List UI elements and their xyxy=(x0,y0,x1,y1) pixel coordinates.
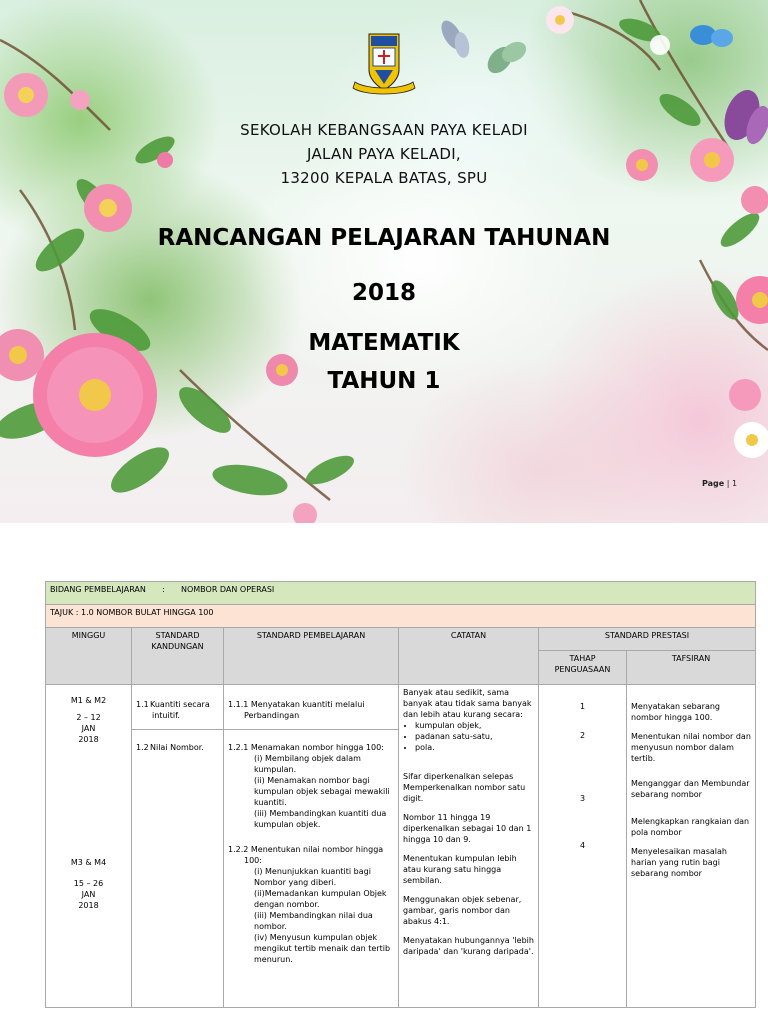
header-catatan: CATATAN xyxy=(399,628,539,685)
sk-cell-1: 1.1Kuantiti secara intuitif. xyxy=(132,685,224,730)
tajuk-text: TAJUK : 1.0 NOMBOR BULAT HINGGA 100 xyxy=(46,605,756,628)
school-address-line: JALAN PAYA KELADI, xyxy=(306,145,461,163)
document-title: RANCANGAN PELAJARAN TAHUNAN xyxy=(157,225,611,251)
tahap-4: 4 xyxy=(579,841,586,850)
table-row xyxy=(46,685,756,730)
sp-cell-1: 1.1.1 Menyatakan kuantiti melalui Perbandingan xyxy=(224,685,399,730)
header-tahap-penguasaan: TAHAP PENGUASAAN xyxy=(539,651,627,685)
school-name-line: SEKOLAH KEBANGSAAN PAYA KELADI xyxy=(240,121,528,139)
bidang-row: BIDANG PEMBELAJARAN : NOMBOR DAN OPERASI xyxy=(46,582,756,605)
tahap-2: 2 xyxy=(579,731,586,740)
page-number: Page | 1 xyxy=(702,479,738,488)
bidang-value: NOMBOR DAN OPERASI xyxy=(180,585,275,594)
grade-title: TAHUN 1 xyxy=(327,368,441,394)
tahap-3: 3 xyxy=(579,794,586,803)
bidang-label: BIDANG PEMBELAJARAN xyxy=(50,585,146,594)
minggu-cell: M1 & M2 2 – 12 JAN 2018 M3 & M4 15 – 26 JAN 2018 xyxy=(46,685,132,1008)
header-standard-pembelajaran: STANDARD PEMBELAJARAN xyxy=(224,628,399,685)
school-logo xyxy=(349,30,419,100)
header-minggu: MINGGU xyxy=(46,628,132,685)
tajuk-row xyxy=(46,605,756,628)
subject-title: MATEMATIK xyxy=(308,330,460,356)
sk-cell-2: 1.2Nilai Nombor. xyxy=(132,730,224,1008)
header-standard-prestasi: STANDARD PRESTASI xyxy=(539,628,756,651)
tafsiran-cell: Menyatakan sebarang nombor hingga 100. Menentukan nilai nombor dan menyusun nombor dalam tertib. Menganggar dan Membundar sebarang nombor Melengkapkan rangkaian dan pola nombor Menyelesaikan masalah harian yang rutin bagi sebarang nombor xyxy=(627,685,756,1008)
tahap-cell xyxy=(539,685,627,1008)
week-range-2: M3 & M4 xyxy=(70,858,107,867)
document-year: 2018 xyxy=(351,280,416,306)
lesson-plan-table xyxy=(45,581,756,1008)
sp-cell-2: 1.2.1 Menamakan nombor hingga 100: (i) Membilang objek dalam kumpulan. (ii) Menamakan nombor bagi kumpulan objek sebagai mewakili kuantiti. (iii) Membandingkan kuantiti dua kumpulan objek. 1.2.2 Menentukan nilai nombor hingga 100: (i) Menunjukkan kuantiti bagi Nombor yang diberi. (ii)Memadankan kumpulan Objek dengan nombor. (iii) Membandingkan nilai dua nombor. (iv) Menyusun kumpulan objek mengikut tertib menaik dan tertib menurun. xyxy=(224,730,399,1008)
butterfly-icon xyxy=(690,25,733,47)
table-header-row xyxy=(46,628,756,651)
tahap-1: 1 xyxy=(579,702,586,711)
catatan-cell: Banyak atau sedikit, sama banyak atau tidak sama banyak dan lebih atau kurang secara: • kumpulan objek, • padanan satu-satu, • pola. Sifar diperkenalkan selepas Memperkenalkan nombor satu digit. Nombor 11 hingga 19 diperkenalkan sebagai 10 dan 1 hingga 10 dan 9. Menentukan kumpulan lebih atau kurang satu hingga sembilan. Menggunakan objek sebenar, gambar, garis nombor dan abakus 4:1. Menyatakan hubungannya 'lebih daripada' dan 'kurang daripada'. xyxy=(399,685,539,1008)
header-tafsiran: TAFSIRAN xyxy=(627,651,756,685)
butterfly-icon xyxy=(483,38,530,78)
header-standard-kandungan: STANDARD KANDUNGAN xyxy=(132,628,224,685)
butterfly-icon xyxy=(437,17,471,59)
week-range-1: M1 & M2 xyxy=(70,696,107,705)
school-postcode-line: 13200 KEPALA BATAS, SPU xyxy=(280,169,488,187)
lesson-plan-page xyxy=(0,523,768,1024)
